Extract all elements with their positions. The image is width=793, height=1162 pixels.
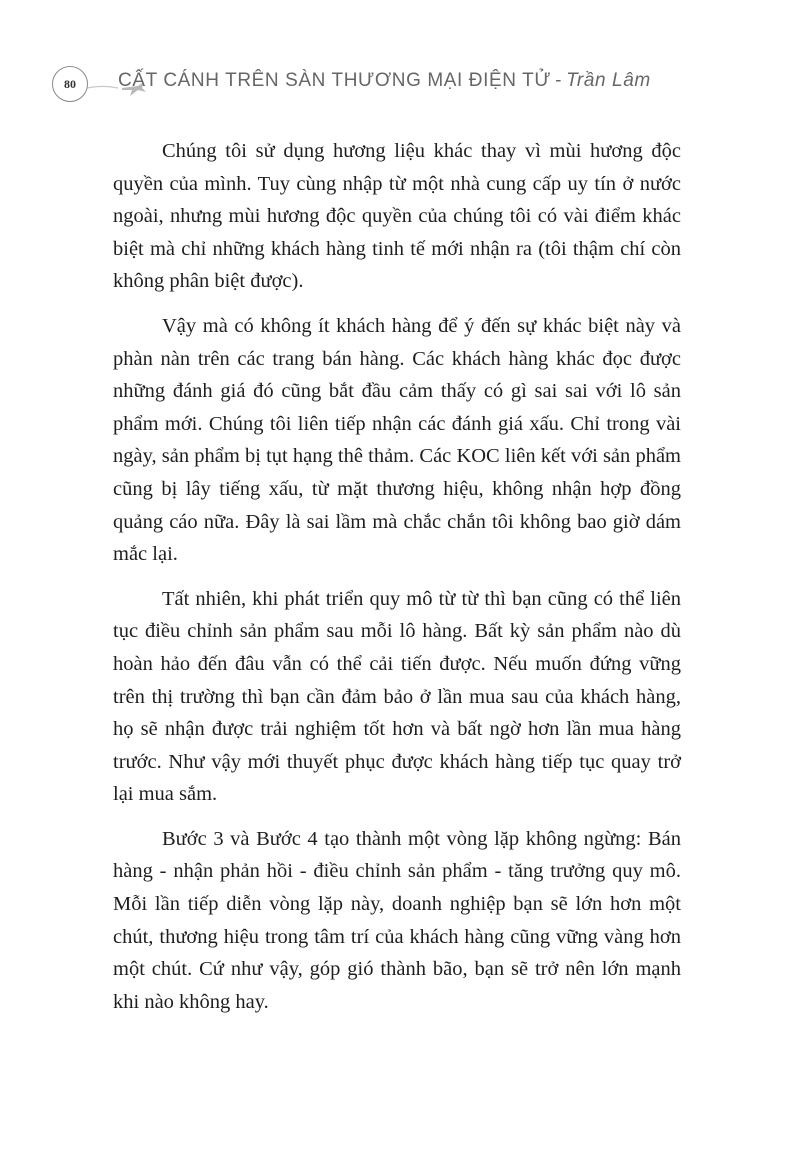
paragraph: Bước 3 và Bước 4 tạo thành một vòng lặp không ngừng: Bán hàng - nhận phản hồi - điều chỉnh sản phẩm - tăng trưởng quy mô. Mỗi lần tiếp diễn vòng lặp này, doanh nghiệp bạn sẽ lớn hơn một chút, thương hiệu trong tâm trí của khách hàng cũng vững vàng hơn một chút. Cứ như vậy, góp gió thành bão, bạn sẽ trở nên lớn mạnh khi nào không hay. <box>113 827 681 1013</box>
header-title <box>118 70 651 92</box>
paragraph: Chúng tôi sử dụng hương liệu khác thay vì mùi hương độc quyền của mình. Tuy cùng nhập từ một nhà cung cấp uy tín ở nước ngoài, nhưng mùi hương độc quyền của chúng tôi có vài điểm khác biệt mà chỉ những khách hàng tinh tế mới nhận ra (tôi thậm chí còn không phân biệt được). <box>113 140 681 293</box>
paragraph: Vậy mà có không ít khách hàng để ý đến sự khác biệt này và phàn nàn trên các trang bán hàng. Các khách hàng khác đọc được những đánh giá đó cũng bắt đầu cảm thấy có gì sai sai với lô sản phẩm mới. Chúng tôi liên tiếp nhận các đánh giá xấu. Chỉ trong vài ngày, sản phẩm bị tụt hạng thê thảm. Các KOC liên kết với sản phẩm cũng bị lây tiếng xấu, từ mặt thương hiệu, không nhận hợp đồng quảng cáo nữa. Đây là sai lầm mà chắc chắn tôi không bao giờ dám mắc lại. <box>113 314 681 566</box>
author-name: Trần Lâm <box>566 70 651 91</box>
page-number: 80 <box>52 66 88 102</box>
book-title: CẤT CÁNH TRÊN SÀN THƯƠNG MẠI ĐIỆN TỬ <box>118 70 552 91</box>
running-header <box>44 62 744 102</box>
header-separator: - <box>555 70 563 91</box>
body-text <box>113 135 681 1030</box>
paragraph: Tất nhiên, khi phát triển quy mô từ từ thì bạn cũng có thể liên tục điều chỉnh sản phẩm sau mỗi lô hàng. Bất kỳ sản phẩm nào dù hoàn hảo đến đâu vẫn có thể cải tiến được. Nếu muốn đứng vững trên thị trường thì bạn cần đảm bảo ở lần mua sau của khách hàng, họ sẽ nhận được trải nghiệm tốt hơn và bất ngờ hơn lần mua hàng trước. Như vậy mới thuyết phục được khách hàng tiếp tục quay trở lại mua sắm. <box>113 587 681 806</box>
